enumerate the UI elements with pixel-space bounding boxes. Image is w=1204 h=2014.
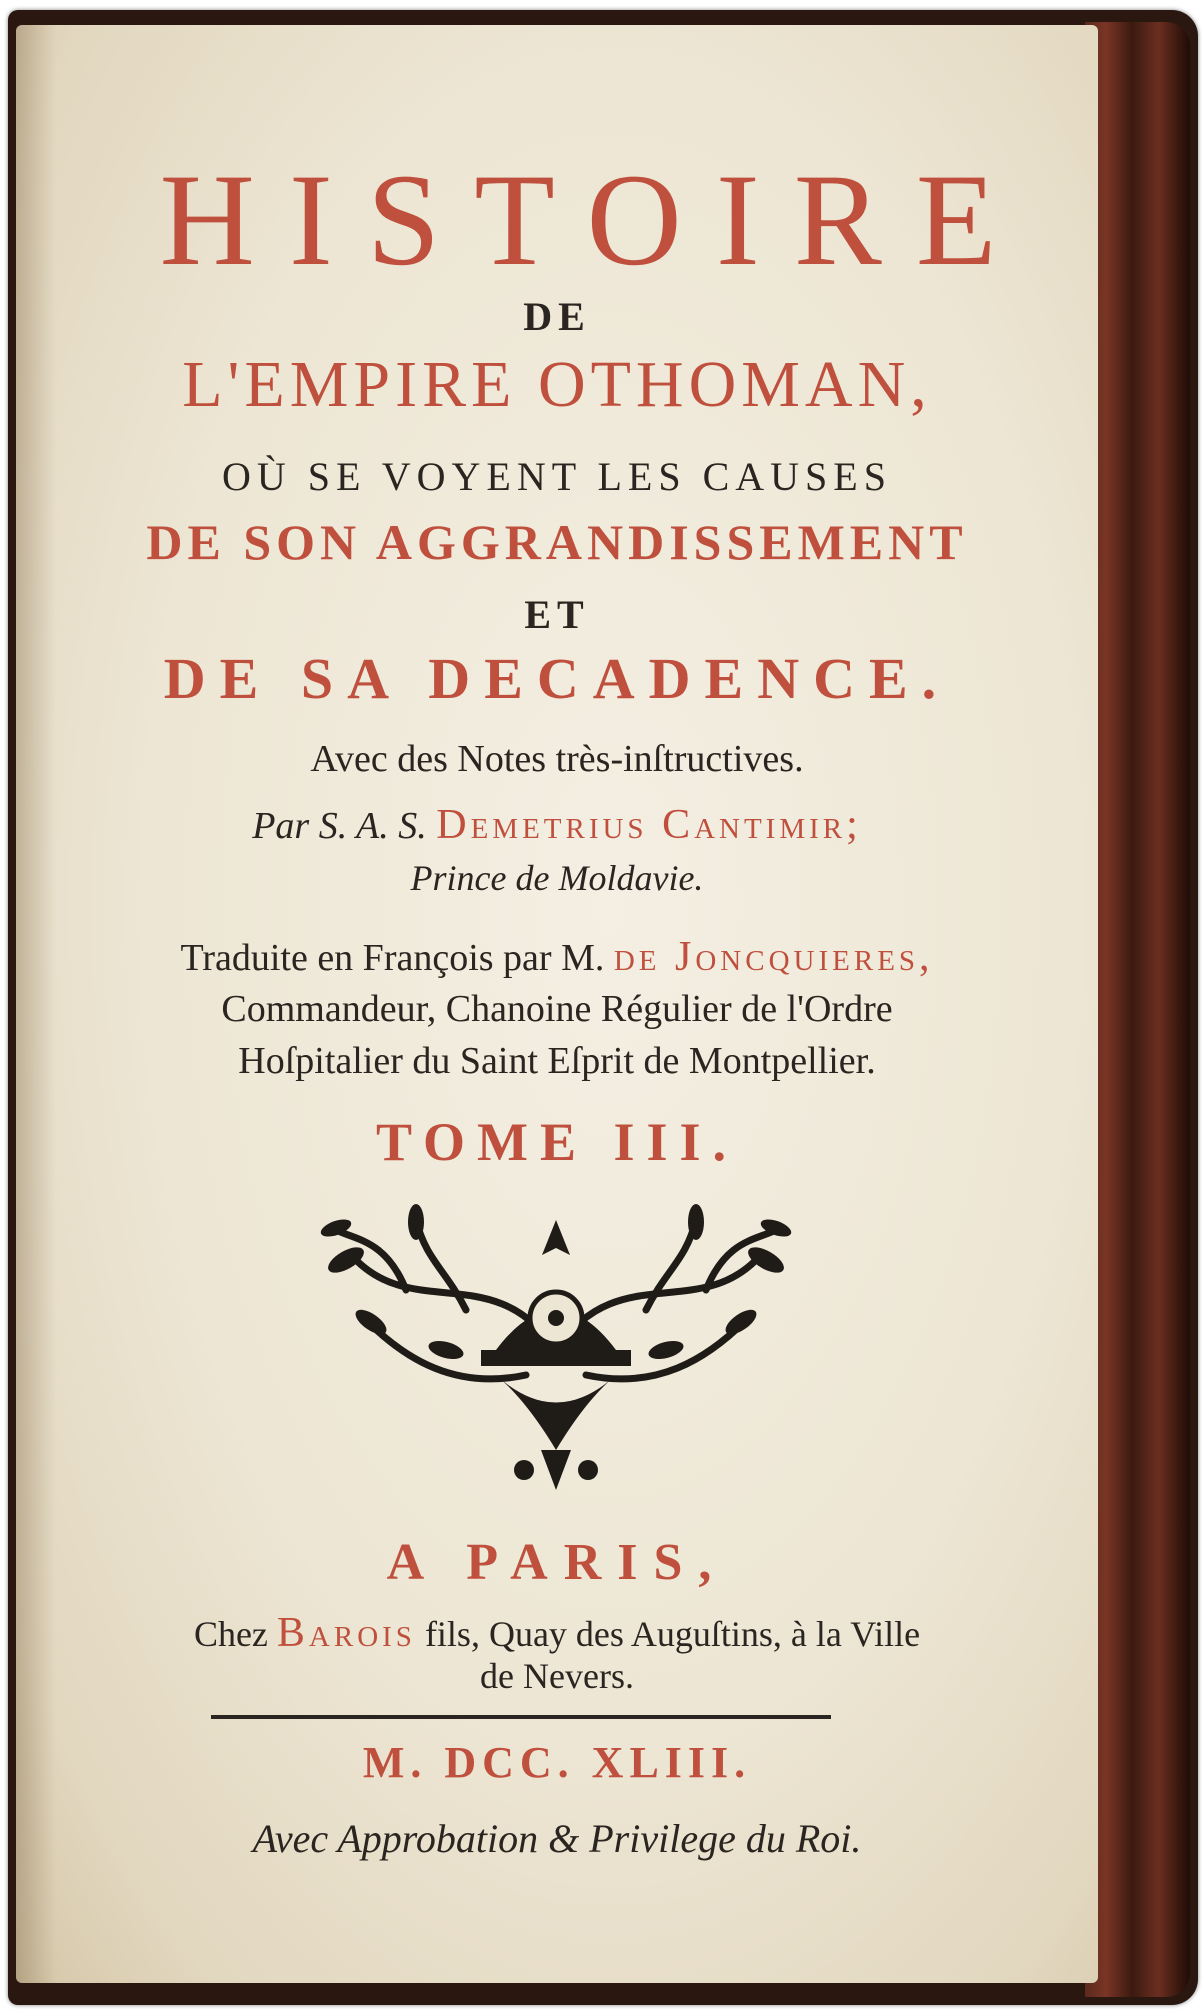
translator-title-1: Commandeur, Chanoine Régulier de l'Ordre [221,988,893,1030]
subtitle-decadence: DE SA DECADENCE. [163,646,951,711]
translator-prefix: Traduite en François par M. [180,937,605,979]
imprint-printer-line [16,1609,1098,1657]
title-empire-othoman: L'EMPIRE OTHOMAN, [182,348,932,421]
title-page [16,25,1098,1983]
volume-number: TOME III. [375,1112,739,1172]
author-name: Demetrius Cantimir; [436,802,862,848]
imprint-address-2: de Nevers. [480,1656,634,1696]
title-histoire: HISTOIRE [159,146,1031,293]
author-title: Prince de Moldavie. [410,858,704,898]
title-de: DE [523,294,591,339]
notes-line: Avec des Notes très-inſtructives. [310,738,804,780]
translator-line [16,933,1098,981]
subtitle-causes: OÙ SE VOYENT LES CAUSES [222,454,892,499]
floral-vignette-icon [296,1200,816,1500]
privilege-line: Avec Approbation & Privilege du Roi. [252,1816,862,1861]
imprint-address: fils, Quay des Auguſtins, à la Ville [424,1614,921,1654]
subtitle-et: ET [524,592,590,637]
author-line [16,801,1098,849]
divider-rule [211,1715,831,1719]
book-fore-edge [1085,22,1190,1997]
subtitle-aggrandissement: DE SON AGGRANDISSEMENT [146,514,968,570]
printer-name: Barois [276,1610,416,1656]
translator-name: de Joncquieres, [613,934,934,980]
imprint-city: A PARIS, [386,1534,728,1591]
translator-title-2: Hoſpitalier du Saint Eſprit de Montpellier. [238,1040,876,1082]
author-prefix: Par S. A. S. [252,805,427,847]
imprint-chez: Chez [193,1614,268,1654]
imprint-date: M. DCC. XLIII. [362,1738,752,1787]
